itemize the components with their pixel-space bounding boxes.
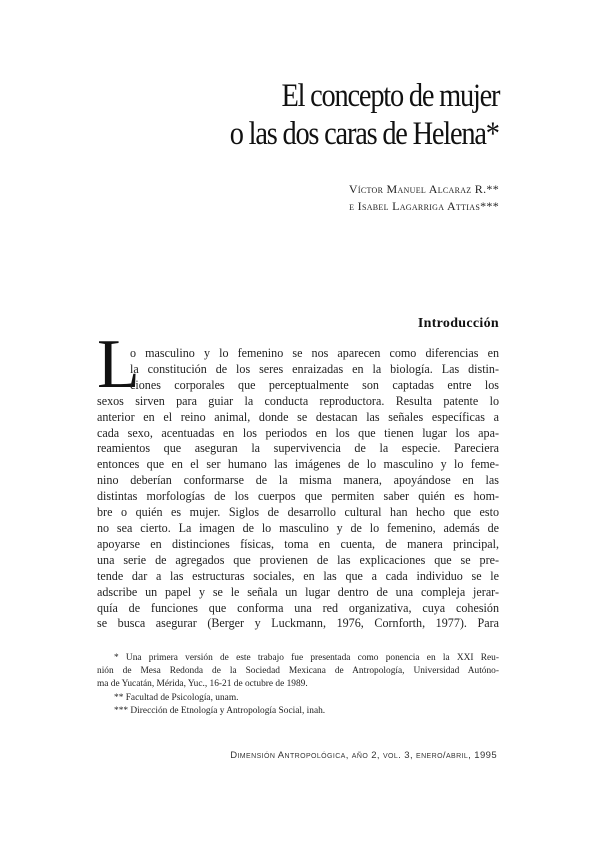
body-line: se busca asegurar (Berger y Luckmann, 1976, Cornforth, 1977). Para bbox=[97, 616, 499, 631]
footnote-1-line: ma de Yucatán, Mérida, Yuc., 16-21 de octubre de 1989. bbox=[97, 679, 308, 690]
article-title-line-1: El concepto de mujer bbox=[281, 78, 499, 114]
footnote-2: ** Facultad de Psicología, unam. bbox=[114, 692, 239, 703]
body-line: reamientos que aseguran la supervivencia de la especie. Pareciera bbox=[97, 441, 499, 456]
body-line: o masculino y lo femenino se nos aparecen como diferencias en bbox=[130, 346, 499, 360]
body-line: entonces que en el ser humano las imágenes de lo masculino y lo feme- bbox=[97, 457, 499, 472]
body-line: apoyarse en distinciones físicas, toma en cuenta, de manera principal, bbox=[97, 536, 499, 551]
body-line: nino deberían conformarse de la misma manera, apoyándose en las bbox=[97, 473, 499, 488]
body-line: cada sexo, acentuadas en los periodos en los que tienen lugar los apa- bbox=[97, 425, 499, 440]
body-line: una serie de agregados que provienen de las explicaciones que se pre- bbox=[97, 552, 499, 567]
article-title-line-2: o las dos caras de Helena* bbox=[230, 116, 499, 152]
author-1: Víctor Manuel Alcaraz R.** bbox=[348, 182, 499, 196]
body-line: no sea cierto. La imagen de lo masculino y de lo femenino, además de bbox=[97, 520, 499, 535]
journal-footer: Dimensión Antropológica, año 2, vol. 3, enero/abril, 1995 bbox=[230, 750, 497, 761]
body-paragraph bbox=[97, 346, 499, 632]
body-line: anterior en el reino animal, donde se destacan las señales específicas a bbox=[97, 409, 499, 424]
body-line: distintas morfologías de los cuerpos que permiten saber quién es hom- bbox=[97, 489, 499, 504]
body-line: adscribe un papel y se le señala un lugar dentro de una compleja jerar- bbox=[97, 584, 499, 599]
section-heading: Introducción bbox=[417, 316, 499, 331]
footnote-1-line: nión de Mesa Redonda de la Sociedad Mexicana de Antropología, Universidad Autóno- bbox=[97, 666, 499, 677]
author-2: e Isabel Lagarriga Attias*** bbox=[349, 199, 499, 213]
body-line: la constitución de los seres enraizadas en la biología. Las distin- bbox=[130, 361, 499, 376]
body-line: tende dar a las estructuras sociales, en las que a cada individuo se le bbox=[97, 568, 499, 583]
drop-cap: L bbox=[97, 326, 140, 403]
footnotes bbox=[97, 652, 499, 718]
footnote-1-line: * Una primera versión de este trabajo fue presentada como ponencia en la XXI Reu- bbox=[114, 653, 499, 663]
body-line: ciones corporales que perceptualmente son captadas entre los bbox=[130, 377, 499, 392]
footnote-3: *** Dirección de Etnología y Antropología Social, inah. bbox=[114, 705, 326, 716]
body-line: sexos sirven para guiar la conducta reproductora. Resulta patente lo bbox=[97, 393, 499, 408]
body-line: quía de funciones que conforma una red organizativa, cuya cohesión bbox=[97, 600, 499, 615]
body-line: bre o quién es mujer. Siglos de desarrollo cultural han hecho que esto bbox=[97, 505, 499, 520]
